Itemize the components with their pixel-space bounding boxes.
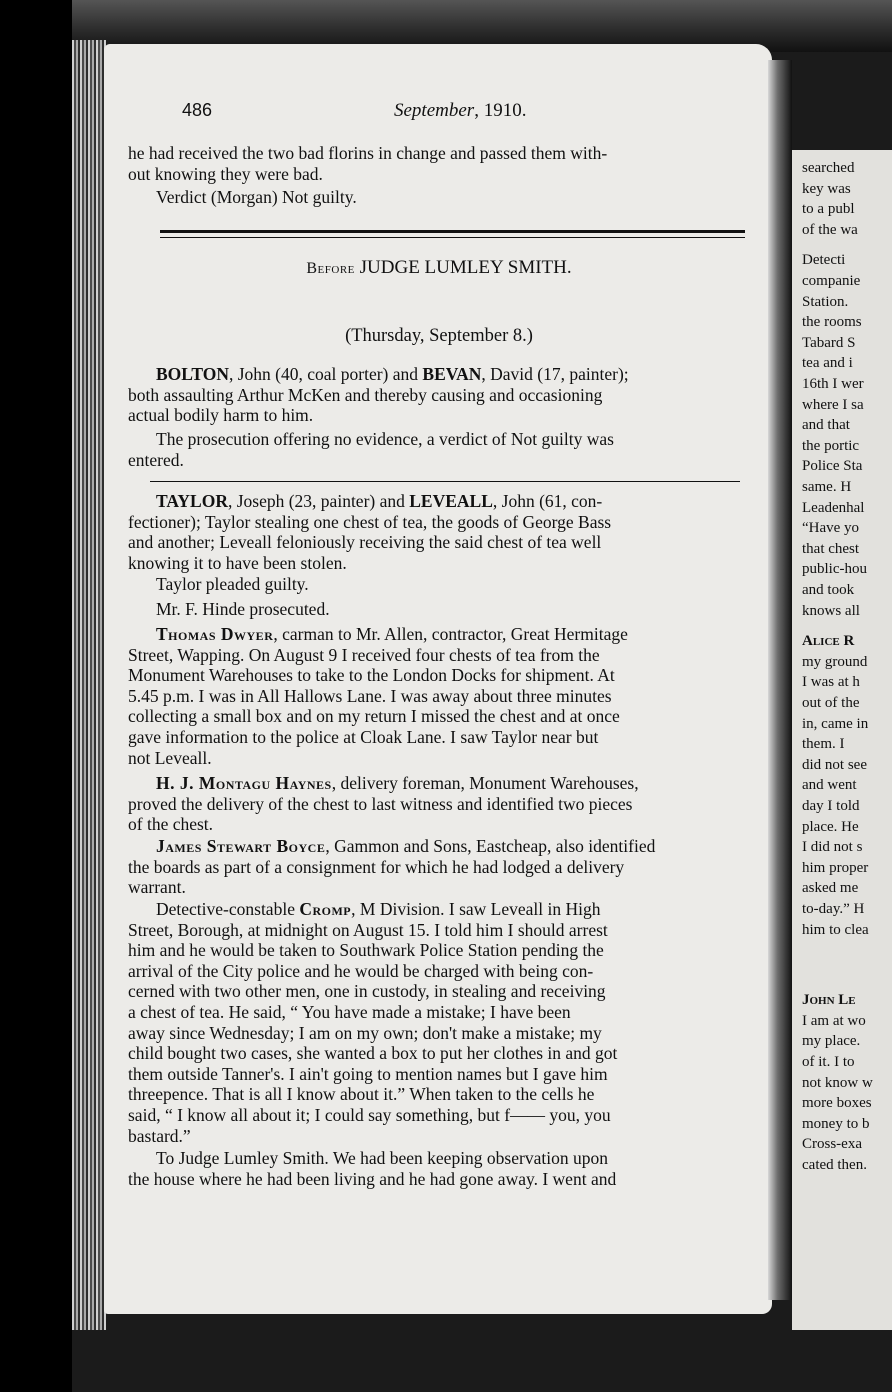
book-binding-edge: [72, 40, 106, 1330]
facing-page-line: public-hou: [802, 561, 867, 578]
facing-page-line: him proper: [802, 859, 869, 876]
judge-before: Before: [306, 260, 355, 277]
facing-page-line: the rooms: [802, 314, 862, 331]
case1-outcome-line-2: entered.: [128, 449, 184, 470]
witness-dwyer-line: , carman to Mr. Allen, contractor, Great Hermitage: [273, 624, 628, 644]
witness-boyce-name: James Stewart Boyce: [156, 836, 326, 856]
defendant-taylor-details: , Joseph (23, painter) and: [227, 491, 410, 511]
defendant-leveall: LEVEALL: [409, 491, 493, 511]
defendant-bolton-details: , John (40, coal porter) and: [228, 364, 423, 384]
case2-charge-line-4: knowing it to have been stolen.: [128, 552, 347, 573]
section-rule-thin: [160, 237, 745, 238]
witness-cromp-name: Cromp: [299, 899, 352, 919]
facing-page-line: Tabard S: [802, 334, 856, 351]
section-rule-thick: [160, 230, 745, 233]
facing-page-line: and took: [802, 582, 855, 598]
judge-name: JUDGE LUMLEY SMITH.: [359, 257, 572, 278]
witness-dwyer-line: collecting a small box and on my return I missed the chest and at once: [128, 706, 620, 727]
facing-page-line: of the wa: [802, 221, 858, 238]
facing-page-line: that chest: [802, 540, 860, 557]
facing-page-line: place. He: [802, 818, 859, 835]
facing-page-line: asked me: [802, 880, 859, 897]
case-taylor-leveall: [128, 491, 750, 573]
witness-dwyer-line: Monument Warehouses to take to the London Docks for shipment. At: [128, 665, 615, 686]
facing-page-line: searched: [802, 160, 855, 176]
witness-cromp-line: said, “ I know all about it; I could say something, but f—— you, you: [128, 1104, 611, 1125]
case2-charge-line-2: fectioner); Taylor stealing one chest of tea, the goods of George Bass: [128, 511, 612, 532]
facing-page-line: of it. I to: [802, 1054, 855, 1070]
witness-cromp-line: threepence. That is all I know about it.” When taken to the cells he: [128, 1084, 595, 1105]
witness-cromp-line: them outside Tanner's. I ain't going to mention names but I gave him: [128, 1063, 608, 1084]
witness-cromp-line: him and he would be taken to Southwark Police Station pending the: [128, 940, 604, 961]
witness-cromp-line: cerned with two other men, one in custody, in stealing and receiving: [128, 981, 606, 1002]
closing-paragraph: [128, 1148, 750, 1189]
facing-page-line: companie: [802, 273, 861, 289]
witness-cromp-line: child bought two cases, she wanted a box to put her clothes in and got: [128, 1043, 618, 1064]
facing-page-line: Detecti: [802, 252, 846, 269]
facing-page-line: to-day.” H: [802, 901, 865, 917]
witness-cromp: [128, 899, 750, 1146]
facing-page-line: them. I: [802, 736, 845, 753]
facing-page-line: him to clea: [802, 921, 869, 938]
facing-page-line: I was at h: [802, 674, 860, 691]
facing-page-line: did not see: [802, 756, 867, 773]
case1-outcome: [128, 429, 750, 470]
facing-page-line: where I sa: [802, 396, 864, 413]
case-divider: [150, 481, 740, 482]
header-date: [394, 100, 526, 122]
witness-haynes-name: H. J. Montagu Haynes: [156, 773, 332, 793]
facing-page-line: Police Sta: [802, 458, 863, 475]
scan-background-left: [0, 0, 72, 1392]
witness-dwyer: [128, 624, 750, 768]
facing-page-line: my place.: [802, 1033, 861, 1050]
witness-cromp-prefix: Detective-constable: [156, 899, 300, 919]
facing-page-line: and that: [802, 417, 850, 434]
facing-page-line: the portic: [802, 437, 860, 454]
facing-page: [792, 150, 892, 1330]
witness-dwyer-line: Street, Wapping. On August 9 I received four chests of tea from the: [128, 644, 600, 665]
facing-page-line: Station.: [802, 293, 849, 310]
opening-line-2: out knowing they were bad.: [128, 163, 323, 184]
defendant-bevan-details: , David (17, painter);: [481, 364, 629, 384]
facing-page-line: in, came in: [802, 715, 869, 732]
facing-page-line: to a publ: [802, 201, 855, 218]
facing-page-line: cated then.: [802, 1157, 867, 1173]
closing-line-2: the house where he had been living and he had gone away. I went and: [128, 1168, 617, 1189]
facing-page-line: “Have yo: [802, 520, 860, 537]
header-year: , 1910.: [474, 100, 527, 121]
facing-page-line: not know w: [802, 1074, 873, 1091]
sitting-date: (Thursday, September 8.): [345, 326, 533, 346]
facing-page-line: same. H: [802, 479, 852, 495]
defendant-leveall-details: , John (61, con-: [492, 491, 603, 511]
facing-page-line: Cross-exa: [802, 1136, 862, 1153]
facing-page-line: Alice R: [802, 633, 855, 650]
witness-cromp-line: Street, Borough, at midnight on August 15. I told him I should arrest: [128, 919, 608, 940]
case1-charge-line-3: actual bodily harm to him.: [128, 405, 314, 426]
verdict-line: [128, 187, 750, 208]
plea-line: [128, 574, 750, 595]
closing-line-1: To Judge Lumley Smith. We had been keeping observation upon: [156, 1148, 608, 1168]
page-number: 486: [182, 100, 213, 120]
witness-haynes-line: , delivery foreman, Monument Warehouses,: [331, 773, 639, 793]
facing-page-line: tea and i: [802, 355, 853, 372]
judge-heading: [128, 258, 750, 280]
page-gutter-shadow: [768, 60, 792, 1300]
case2-charge-line-3: and another; Leveall feloniously receiving the said chest of tea well: [128, 532, 602, 553]
witness-boyce: [128, 836, 750, 898]
facing-page-line: key was: [802, 180, 851, 197]
witness-cromp-line: away since Wednesday; I am on my own; don't make a mistake; my: [128, 1022, 602, 1043]
facing-page-line: more boxes: [802, 1095, 872, 1112]
running-header: [182, 100, 742, 130]
witness-dwyer-name: Thomas Dwyer: [156, 624, 274, 644]
witness-haynes-line: proved the delivery of the chest to last witness and identified two pieces: [128, 793, 633, 814]
case1-charge-line-2: both assaulting Arthur McKen and thereby causing and occasioning: [128, 384, 603, 405]
witness-boyce-line: , Gammon and Sons, Eastcheap, also identified: [325, 836, 656, 856]
facing-page-line: knows all: [802, 602, 860, 619]
defendant-taylor: TAYLOR: [156, 491, 228, 511]
witness-cromp-line: bastard.”: [128, 1125, 191, 1146]
facing-page-line: 16th I wer: [802, 376, 864, 392]
prosecutor-text: Mr. F. Hinde prosecuted.: [156, 599, 330, 619]
facing-page-line: my ground: [802, 653, 868, 670]
case1-outcome-line-1: The prosecution offering no evidence, a verdict of Not guilty was: [156, 429, 614, 449]
facing-page-line: John Le: [802, 992, 856, 1009]
plea-text: Taylor pleaded guilty.: [156, 574, 309, 594]
facing-page-line: out of the: [802, 695, 860, 711]
prosecutor-line: [128, 599, 750, 620]
facing-page-line: and went: [802, 777, 857, 794]
witness-haynes: [128, 773, 750, 835]
facing-page-line: Leadenhal: [802, 499, 865, 516]
witness-haynes-line: of the chest.: [128, 814, 214, 835]
witness-dwyer-line: not Leveall.: [128, 747, 212, 768]
witness-cromp-line: arrival of the City police and he would be charged with being con-: [128, 960, 594, 981]
witness-boyce-line: warrant.: [128, 877, 186, 898]
witness-dwyer-line: 5.45 p.m. I was in All Hallows Lane. I was away about three minutes: [128, 685, 612, 706]
verdict-text: Verdict (Morgan) Not guilty.: [156, 187, 357, 207]
witness-cromp-line: a chest of tea. He said, “ You have made a mistake; I have been: [128, 1001, 571, 1022]
opening-paragraph: [128, 143, 750, 184]
facing-page-line: I did not s: [802, 839, 863, 856]
defendant-bolton: BOLTON: [156, 364, 229, 384]
facing-page-line: day I told: [802, 798, 860, 814]
witness-cromp-line: , M Division. I saw Leveall in High: [351, 899, 601, 919]
opening-line-1: he had received the two bad florins in change and passed them with-: [128, 143, 608, 163]
header-month: September: [394, 100, 475, 121]
facing-page-line: money to b: [802, 1115, 870, 1132]
witness-dwyer-line: gave information to the police at Cloak Lane. I saw Taylor near but: [128, 726, 599, 747]
witness-boyce-line: the boards as part of a consignment for which he had lodged a delivery: [128, 856, 625, 877]
facing-page-line: I am at wo: [802, 1012, 866, 1029]
defendant-bevan: BEVAN: [422, 364, 482, 384]
case-bolton-bevan: [128, 364, 750, 426]
